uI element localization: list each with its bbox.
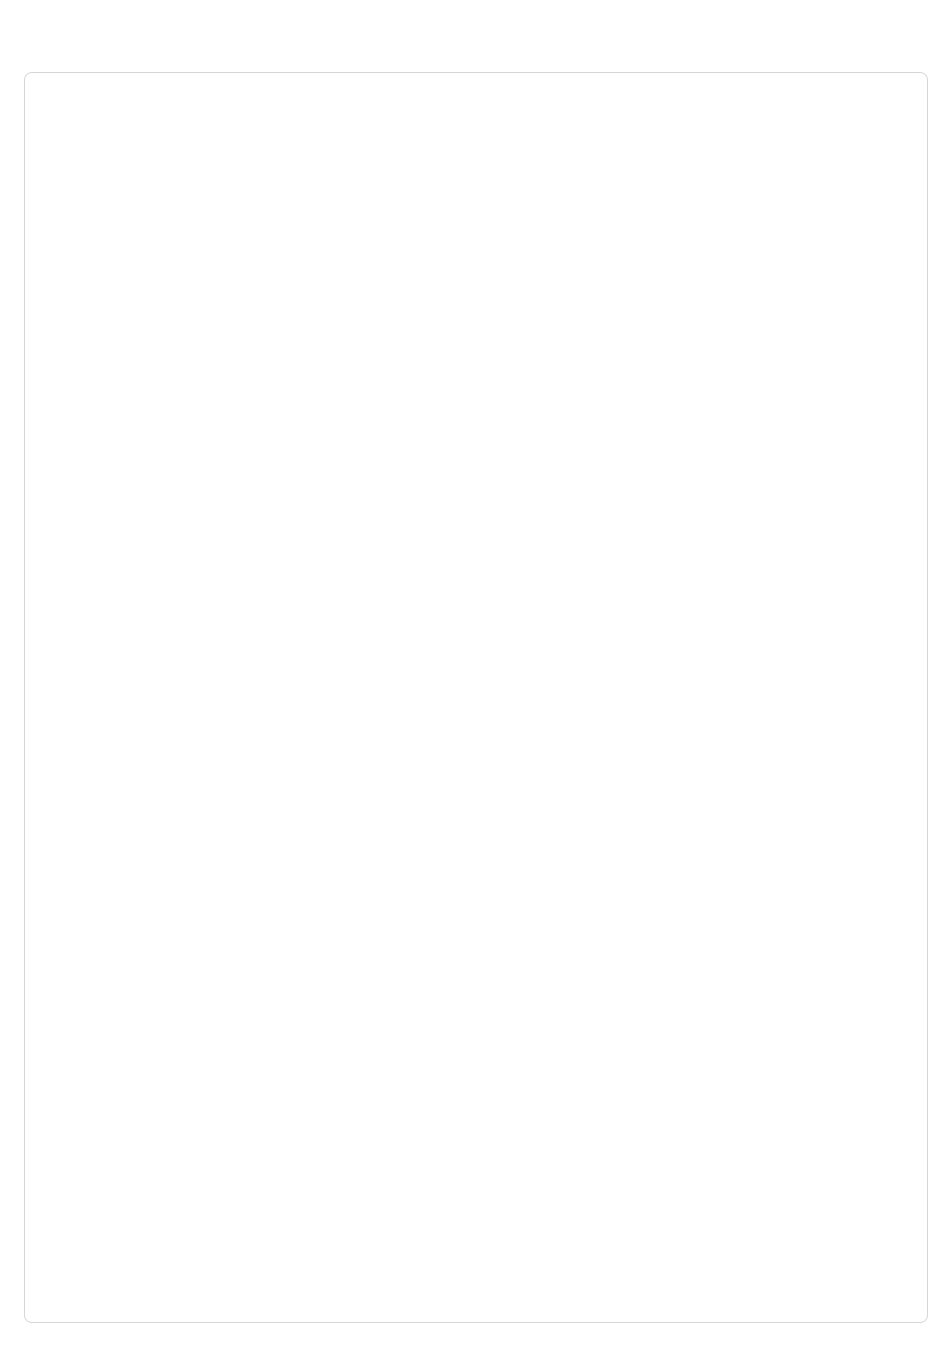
page-header: [24, 24, 928, 56]
main-content: [24, 72, 928, 1323]
